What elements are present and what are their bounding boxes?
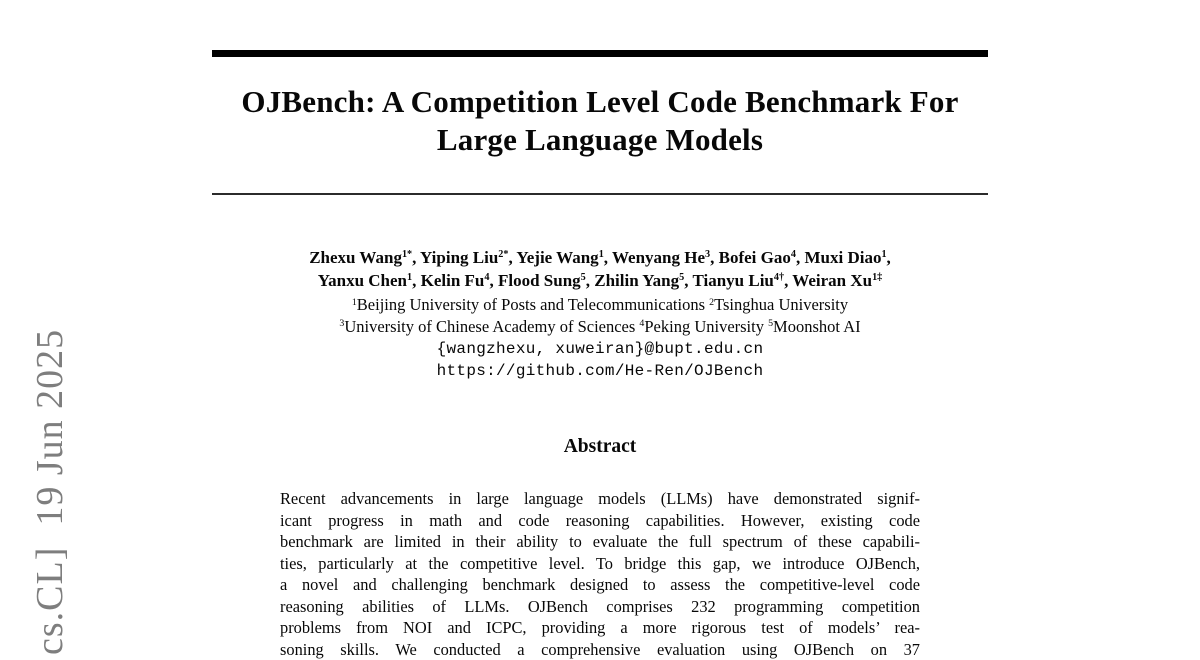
author-separator: , xyxy=(710,248,719,267)
author-affil-mark: 1‡ xyxy=(872,272,882,283)
author-name: Weiran Xu xyxy=(792,271,872,290)
author-affil-mark: 4† xyxy=(774,272,784,283)
author-line-1 xyxy=(212,246,988,269)
author-affil-mark: 4 xyxy=(484,272,489,283)
affil-name: University of Chinese Academy of Sciences xyxy=(344,317,639,336)
affil-mark: 1 xyxy=(352,297,357,308)
abstract-line: problems from NOI and ICPC, providing a more rigorous test of models’ rea- xyxy=(280,617,920,639)
author-separator: , xyxy=(586,271,595,290)
author-separator: , xyxy=(489,271,498,290)
abstract-line: soning skills. We conducted a comprehensive evaluation using OJBench on 37 xyxy=(280,639,920,660)
affil-mark: 4 xyxy=(639,318,644,329)
affil-mark: 3 xyxy=(339,318,344,329)
author-affil-mark: 1 xyxy=(407,272,412,283)
paper-title: OJBench: A Competition Level Code Benchmark For Large Language Models xyxy=(212,83,988,159)
author-name: Zhexu Wang xyxy=(309,248,402,267)
title-rule-top xyxy=(212,50,988,57)
affil-name: Tsinghua University xyxy=(714,295,848,314)
author-separator: , xyxy=(796,248,805,267)
affil-name: Peking University xyxy=(644,317,768,336)
affiliation-line-2 xyxy=(212,316,988,338)
repo-url-line xyxy=(212,362,988,380)
author-affil-mark: 1* xyxy=(402,249,412,260)
author-name: Wenyang He xyxy=(612,248,705,267)
abstract-line: ties, particularly at the competitive level. To bridge this gap, we introduce OJBench, xyxy=(280,553,920,575)
author-separator: , xyxy=(604,248,612,267)
author-separator: , xyxy=(412,248,420,267)
author-affil-mark: 1 xyxy=(881,249,886,260)
author-name: Kelin Fu xyxy=(421,271,485,290)
affil-mark: 2 xyxy=(709,297,714,308)
author-name: Muxi Diao xyxy=(804,248,881,267)
authors-block xyxy=(212,246,988,292)
affiliation-line-1 xyxy=(212,294,988,316)
affiliations-block xyxy=(212,294,988,337)
title-rule-bottom xyxy=(212,193,988,195)
author-name: Yiping Liu xyxy=(420,248,498,267)
abstract-line: benchmark are limited in their ability to evaluate the full spectrum of these capabili- xyxy=(280,531,920,553)
author-affil-mark: 5 xyxy=(581,272,586,283)
affil-name: Moonshot AI xyxy=(773,317,861,336)
author-name: Yejie Wang xyxy=(516,248,598,267)
author-name: Bofei Gao xyxy=(719,248,791,267)
author-affil-mark: 3 xyxy=(705,249,710,260)
author-line-2 xyxy=(212,269,988,292)
author-separator: , xyxy=(784,271,792,290)
abstract-line: reasoning abilities of LLMs. OJBench comprises 232 programming competition xyxy=(280,596,920,618)
author-name: Tianyu Liu xyxy=(692,271,773,290)
abstract-line: a novel and challenging benchmark designed to assess the competitive-level code xyxy=(280,574,920,596)
author-separator: , xyxy=(887,248,891,267)
author-affil-mark: 4 xyxy=(791,249,796,260)
author-separator: , xyxy=(412,271,421,290)
affil-name: Beijing University of Posts and Telecommunications xyxy=(357,295,709,314)
author-name: Flood Sung xyxy=(498,271,581,290)
contact-email: {wangzhexu, xuweiran}@bupt.edu.cn xyxy=(212,340,988,358)
author-name: Yanxu Chen xyxy=(318,271,407,290)
author-affil-mark: 5 xyxy=(679,272,684,283)
author-separator: , xyxy=(508,248,516,267)
author-affil-mark: 2* xyxy=(498,249,508,260)
repo-link[interactable]: https://github.com/He-Ren/OJBench xyxy=(437,362,764,380)
abstract-line: icant progress in math and code reasoning capabilities. However, existing code xyxy=(280,510,920,532)
author-affil-mark: 1 xyxy=(599,249,604,260)
affil-mark: 5 xyxy=(768,318,773,329)
abstract-heading: Abstract xyxy=(212,436,988,458)
arxiv-stamp: cs.CL] 19 Jun 2025 xyxy=(31,329,69,655)
author-name: Zhilin Yang xyxy=(594,271,679,290)
abstract-paragraph xyxy=(280,488,920,660)
abstract-line: Recent advancements in large language models (LLMs) have demonstrated signif- xyxy=(280,488,920,510)
author-separator: , xyxy=(684,271,692,290)
